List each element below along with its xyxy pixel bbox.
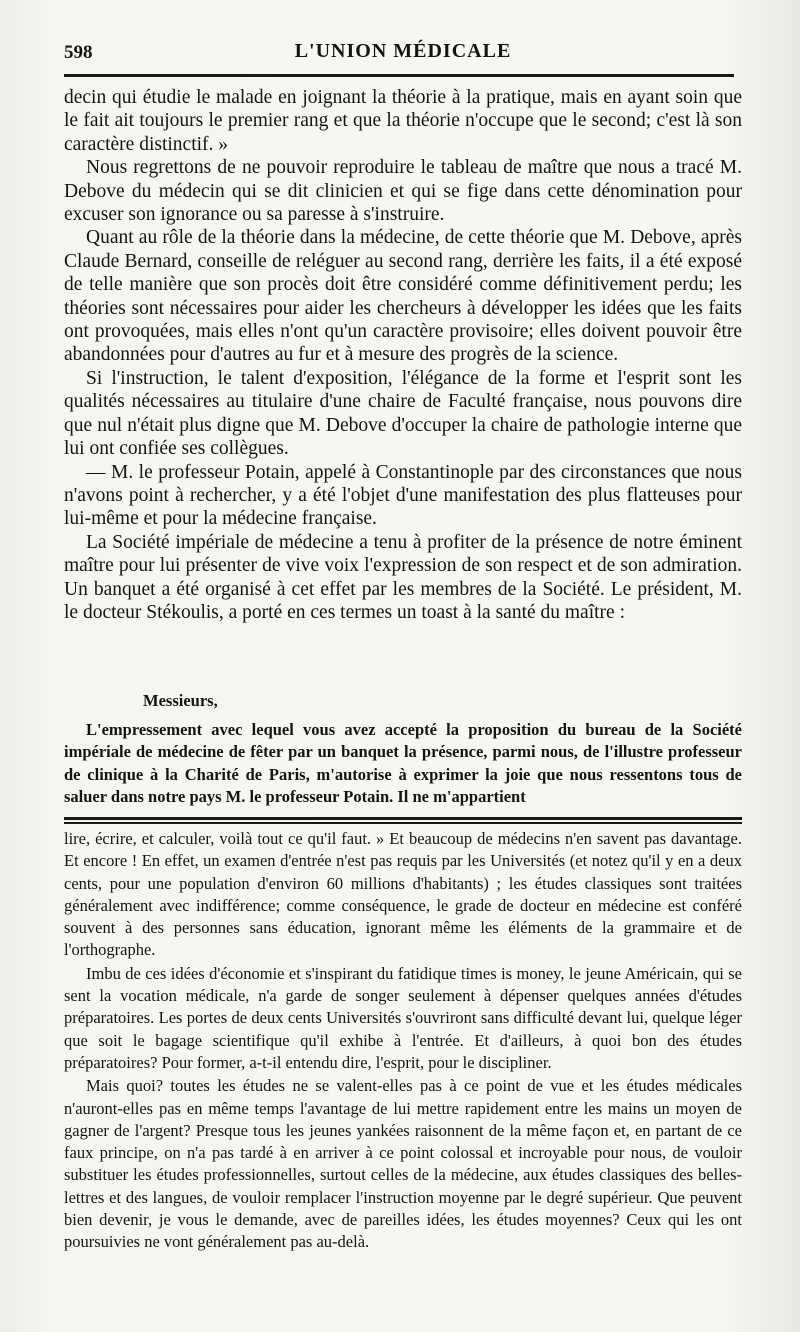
page-number: 598 — [64, 42, 93, 63]
quoted-toast — [64, 690, 742, 809]
toast-text: L'empressement avec lequel vous avez accepté la proposition du bureau de la Société impériale de médecine de fêter par un banquet la présence, parmi nous, de l'illustre professeur de clinique à la Charité de Paris, m'autorise à exprimer la joie que nous ressentons tous de saluer dans notre pays M. le professeur Potain. Il ne m'appartient — [64, 719, 742, 806]
header-rule — [64, 74, 734, 77]
footnote-separator — [64, 817, 742, 825]
footnote-paragraph: lire, écrire, et calculer, voilà tout ce qu'il faut. » Et beaucoup de médecins n'en savent pas davantage. Et encore ! En effet, un examen d'entrée n'est pas requis par les Universités (et notez qu'il y en a deux cents, pour une population d'environ 60 millions d'habitants) ; les études classiques sont traitées généralement avec indifférence; comme conséquence, le grade de docteur en médecine est conféré souvent à des personnes sans éducation, ignorant même les éléments de la grammaire et de l'orthographe. — [64, 829, 742, 960]
paragraph: La Société impériale de médecine a tenu à profiter de la présence de notre éminent maître pour lui présenter de vive voix l'expression de son respect et de son admiration. Un banquet a été organisé à cet effet par les membres de la Société. Le président, M. le docteur Stékoulis, a porté en ces termes un toast à la santé du maître : — [64, 531, 742, 623]
main-text — [64, 86, 742, 624]
running-head: L'UNION MÉDICALE — [294, 40, 512, 62]
paragraph: Quant au rôle de la théorie dans la médecine, de cette théorie que M. Debove, après Claude Bernard, conseille de reléguer au second rang, derrière les faits, il a été exposé de telle manière que son procès doit être considéré comme définitivement perdu; les théories sont nécessaires pour aider les chercheurs à développer les idées que les faits ont provoquées, mais elles n'ont qu'un caractère provisoire; elles doivent pouvoir être abandonnées pour d'autres au fur et à mesure des progrès de la science. — [64, 227, 742, 366]
salutation: Messieurs, — [143, 691, 218, 710]
footnote-text — [64, 828, 742, 1255]
paragraph: decin qui étudie le malade en joignant la théorie à la pratique, mais en ayant soin que le fait ait toujours le premier rang et que la théorie n'occupe que le second; c'est là son caractère distinctif. » — [64, 87, 742, 155]
paragraph: Nous regrettons de ne pouvoir reproduire le tableau de maître que nous a tracé M. Debove du médecin qui se dit clinicien et qui se fige dans cette dénomination pour excuser son ignorance ou sa paresse à s'instruire. — [64, 157, 742, 226]
footnote-paragraph: Mais quoi? toutes les études ne se valent-elles pas à ce point de vue et les études médicales n'auront-elles pas en même temps l'avantage de lui mettre rapidement entre les mains un moyen de gagner de l'argent? Presque tous les jeunes yankées raisonnent de la même façon et, en partant de ce faux principe, on n'a pas tardé à en arriver à ce point colossal et incroyable pour nous, de vouloir substituer les études professionnelles, surtout celles de la médecine, aux études classiques des belles-lettres et des langues, de vouloir remplacer l'instruction moyenne par le degré supérieur. Que peuvent bien devenir, je vous le demande, avec de pareilles idées, les études moyennes? Ceux qui les ont poursuivies ne vont généralement pas au-delà. — [64, 1076, 742, 1252]
paragraph: Si l'instruction, le talent d'exposition, l'élégance de la forme et l'esprit sont les qualités nécessaires au titulaire d'une chaire de Faculté française, nous pouvons dire que nul n'était plus digne que M. Debove d'occuper la chaire de pathologie interne que lui ont confiée ses collègues. — [64, 367, 742, 460]
footnote-paragraph: Imbu de ces idées d'économie et s'inspirant du fatidique times is money, le jeune Américain, qui se sent la vocation médicale, n'a garde de songer seulement à dépenser quelques années d'études préparatoires. Les portes de deux cents Universités s'ouvriront sans difficulté devant lui, quelque léger que soit le bagage scientifique qu'il exhibe à l'entrée. Et d'ailleurs, à quoi bon des études préparatoires? Pour former, a-t-il entendu dire, l'esprit, pour le discipliner. — [64, 963, 742, 1072]
paragraph: — M. le professeur Potain, appelé à Constantinople par des circonstances que nous n'avons point à rechercher, y a été l'objet d'une manifestation des plus flatteuses pour lui-même et pour la médecine française. — [64, 461, 742, 530]
page-header — [64, 40, 742, 70]
